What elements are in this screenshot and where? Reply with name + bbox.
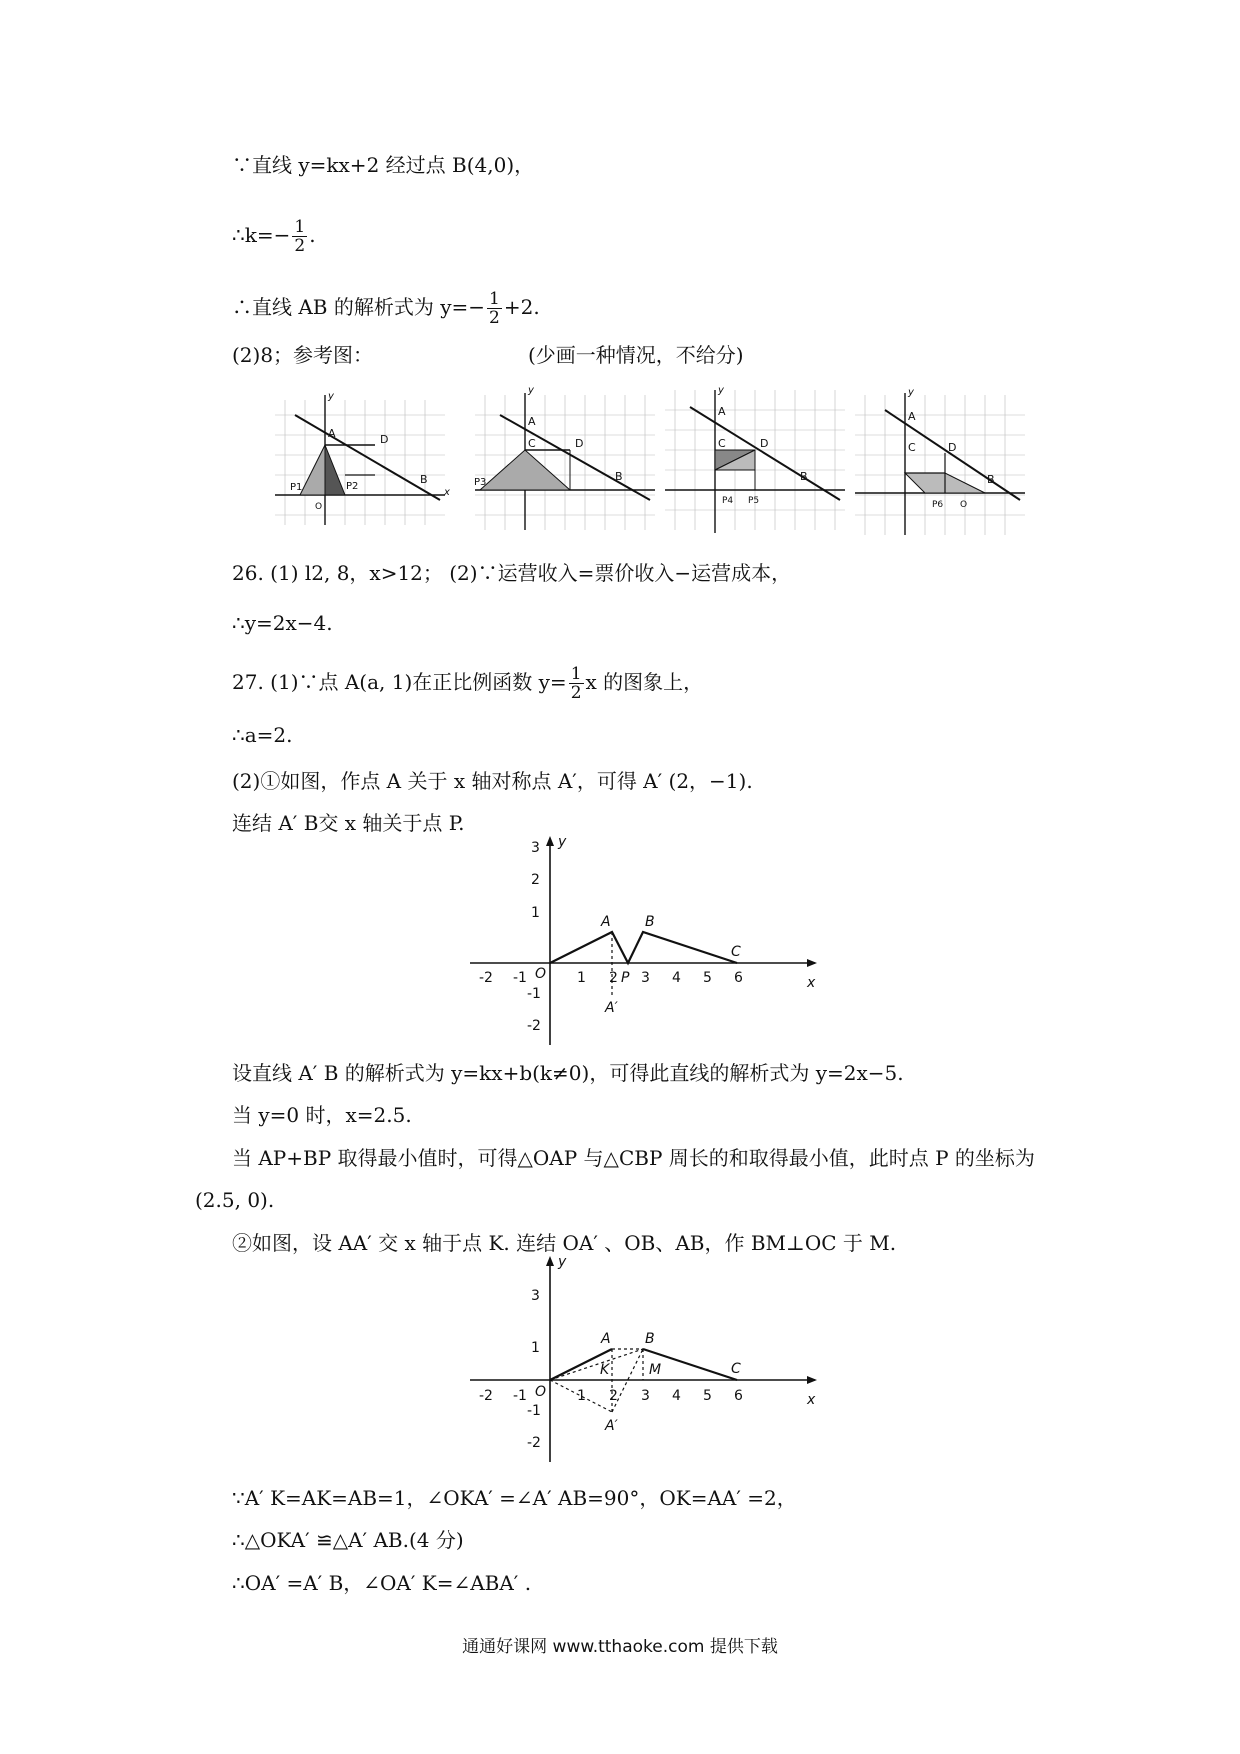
svg-text:y: y bbox=[558, 1254, 567, 1270]
svg-text:y: y bbox=[328, 391, 334, 402]
text-line-proof3: ∴OA′ =A′ B，∠OA′ K=∠ABA′ . bbox=[232, 1571, 532, 1595]
svg-text:D: D bbox=[575, 437, 584, 450]
svg-text:1: 1 bbox=[577, 970, 586, 986]
svg-text:2: 2 bbox=[609, 1388, 618, 1404]
svg-text:-2: -2 bbox=[479, 1388, 493, 1404]
svg-text:y: y bbox=[528, 385, 534, 396]
text-line-symmetric: (2)①如图，作点 A 关于 x 轴对称点 A′，可得 A′ (2，−1). bbox=[232, 769, 753, 793]
text-k-eq: ∴k=− bbox=[232, 223, 291, 247]
svg-text:-2: -2 bbox=[479, 970, 493, 986]
svg-text:P3: P3 bbox=[474, 477, 487, 488]
text-line-when-y0: 当 y=0 时，x=2.5. bbox=[232, 1103, 412, 1127]
svg-text:C: C bbox=[731, 944, 741, 960]
svg-text:6: 6 bbox=[734, 1388, 743, 1404]
text-line-26: 26. (1) l2, 8，x>12； (2)∵运营收入=票价收入−运营成本， bbox=[232, 561, 792, 585]
svg-text:P5: P5 bbox=[748, 496, 760, 506]
y-axis-arrow bbox=[546, 836, 554, 846]
svg-text:O: O bbox=[315, 502, 323, 512]
svg-text:2: 2 bbox=[531, 872, 540, 888]
x-axis-arrow bbox=[807, 1376, 817, 1384]
svg-text:-1: -1 bbox=[527, 986, 541, 1002]
svg-text:-2: -2 bbox=[527, 1435, 541, 1451]
svg-text:C: C bbox=[908, 441, 916, 454]
label-d: D bbox=[380, 433, 389, 446]
svg-text:y: y bbox=[718, 385, 724, 396]
svg-text:5: 5 bbox=[703, 1388, 712, 1404]
svg-text:C: C bbox=[731, 1361, 741, 1377]
text-line-coord: (2.5, 0). bbox=[195, 1188, 275, 1212]
svg-text:A: A bbox=[601, 1331, 611, 1347]
text-line-4: (2)8；参考图： bbox=[232, 343, 374, 367]
svg-text:B: B bbox=[645, 1331, 655, 1347]
text-line-second: ②如图，设 AA′ 交 x 轴于点 K. 连结 OA′ 、OB、AB，作 BM⊥OC 于 M. bbox=[232, 1231, 897, 1255]
footer-source: 通通好课网 www.tthaoke.com 提供下载 bbox=[462, 1637, 778, 1657]
svg-text:3: 3 bbox=[531, 840, 540, 856]
svg-text:P: P bbox=[621, 970, 630, 986]
svg-text:B: B bbox=[987, 473, 995, 486]
y-axis-arrow bbox=[546, 1256, 554, 1266]
svg-text:x: x bbox=[444, 487, 450, 498]
svg-text:B: B bbox=[615, 470, 623, 483]
svg-text:3: 3 bbox=[641, 970, 650, 986]
text-line-1: ∵直线 y=kx+2 经过点 B(4,0)， bbox=[232, 153, 535, 177]
svg-text:M: M bbox=[649, 1362, 662, 1378]
svg-text:K: K bbox=[600, 1362, 610, 1378]
svg-text:-1: -1 bbox=[513, 970, 527, 986]
svg-text:O: O bbox=[960, 500, 968, 510]
svg-text:A: A bbox=[718, 405, 726, 418]
label-p1: P1 bbox=[290, 482, 303, 493]
text-line-min: 当 AP+BP 取得最小值时，可得△OAP 与△CBP 周长的和取得最小值，此时点 P 的坐标为 bbox=[232, 1146, 1035, 1170]
ref-graph-1 bbox=[275, 391, 450, 525]
svg-text:4: 4 bbox=[672, 1388, 681, 1404]
label-a: A bbox=[328, 427, 336, 440]
svg-text:A: A bbox=[908, 410, 916, 423]
text-line-set-line: 设直线 A′ B 的解析式为 y=kx+b(k≠0)，可得此直线的解析式为 y=2x−5. bbox=[232, 1061, 904, 1085]
x-axis-arrow bbox=[807, 959, 817, 967]
svg-text:x: x bbox=[807, 975, 816, 991]
svg-text:B: B bbox=[645, 914, 655, 930]
text-line-2: ∴k=− $\frac{1}{2}$ . bbox=[232, 217, 316, 256]
text-line-connect: 连结 A′ B交 x 轴关于点 P. bbox=[232, 811, 465, 835]
text-line-26b: ∴y=2x−4. bbox=[232, 611, 333, 635]
label-p2: P2 bbox=[346, 481, 359, 492]
svg-text:x: x bbox=[807, 1392, 816, 1408]
ref-graph-4 bbox=[855, 387, 1025, 535]
svg-text:P6: P6 bbox=[932, 500, 944, 510]
text-line-4-note: (少画一种情况，不给分) bbox=[528, 343, 744, 367]
svg-text:-1: -1 bbox=[513, 1388, 527, 1404]
svg-text:D: D bbox=[948, 441, 957, 454]
fraction-half-3: $\frac{1}{2}$ bbox=[570, 664, 582, 703]
svg-text:y: y bbox=[558, 834, 567, 850]
svg-text:A: A bbox=[601, 914, 611, 930]
svg-text:C: C bbox=[718, 437, 726, 450]
svg-text:3: 3 bbox=[641, 1388, 650, 1404]
text-line-27: 27. (1)∵点 A(a, 1)在正比例函数 y= $\frac{1}{2}$ x 的图象上， bbox=[232, 664, 704, 703]
svg-text:A: A bbox=[528, 415, 536, 428]
svg-text:1: 1 bbox=[531, 1340, 540, 1356]
svg-text:5: 5 bbox=[703, 970, 712, 986]
svg-text:O: O bbox=[535, 966, 547, 982]
svg-text:1: 1 bbox=[531, 905, 540, 921]
svg-text:y: y bbox=[908, 387, 914, 398]
reference-graphs bbox=[270, 385, 1030, 540]
fraction-half-2: $\frac{1}{2}$ bbox=[489, 289, 500, 328]
text-line-3: ∴直线 AB 的解析式为 y=− $\frac{1}{2}$ +2. bbox=[232, 289, 540, 328]
text-line-proof2: ∴△OKA′ ≌△A′ AB.(4 分) bbox=[232, 1528, 464, 1552]
svg-text:A′: A′ bbox=[605, 1418, 618, 1434]
svg-text:3: 3 bbox=[531, 1288, 540, 1304]
svg-text:1: 1 bbox=[577, 1388, 586, 1404]
text-line-a: ∴a=2. bbox=[232, 723, 293, 747]
ref-graph-2 bbox=[474, 385, 655, 530]
label-b: B bbox=[420, 473, 428, 486]
svg-text:P4: P4 bbox=[722, 496, 734, 506]
svg-text:4: 4 bbox=[672, 970, 681, 986]
path-oapbc bbox=[550, 932, 737, 963]
fraction-half-1: $\frac{1}{2}$ bbox=[294, 217, 306, 256]
text-line-proof1: ∵A′ K=AK=AB=1，∠OKA′ =∠A′ AB=90°，OK=AA′ =2， bbox=[232, 1486, 797, 1510]
svg-text:D: D bbox=[760, 437, 769, 450]
svg-text:-1: -1 bbox=[527, 1403, 541, 1419]
svg-text:B: B bbox=[800, 470, 808, 483]
svg-text:6: 6 bbox=[734, 970, 743, 986]
svg-text:C: C bbox=[528, 437, 536, 450]
figure-graph-1 bbox=[465, 830, 825, 1050]
svg-text:O: O bbox=[535, 1384, 547, 1400]
svg-text:2: 2 bbox=[609, 970, 618, 986]
svg-text:-2: -2 bbox=[527, 1018, 541, 1034]
figure-graph-2 bbox=[465, 1250, 825, 1465]
svg-text:A′: A′ bbox=[605, 1000, 618, 1016]
